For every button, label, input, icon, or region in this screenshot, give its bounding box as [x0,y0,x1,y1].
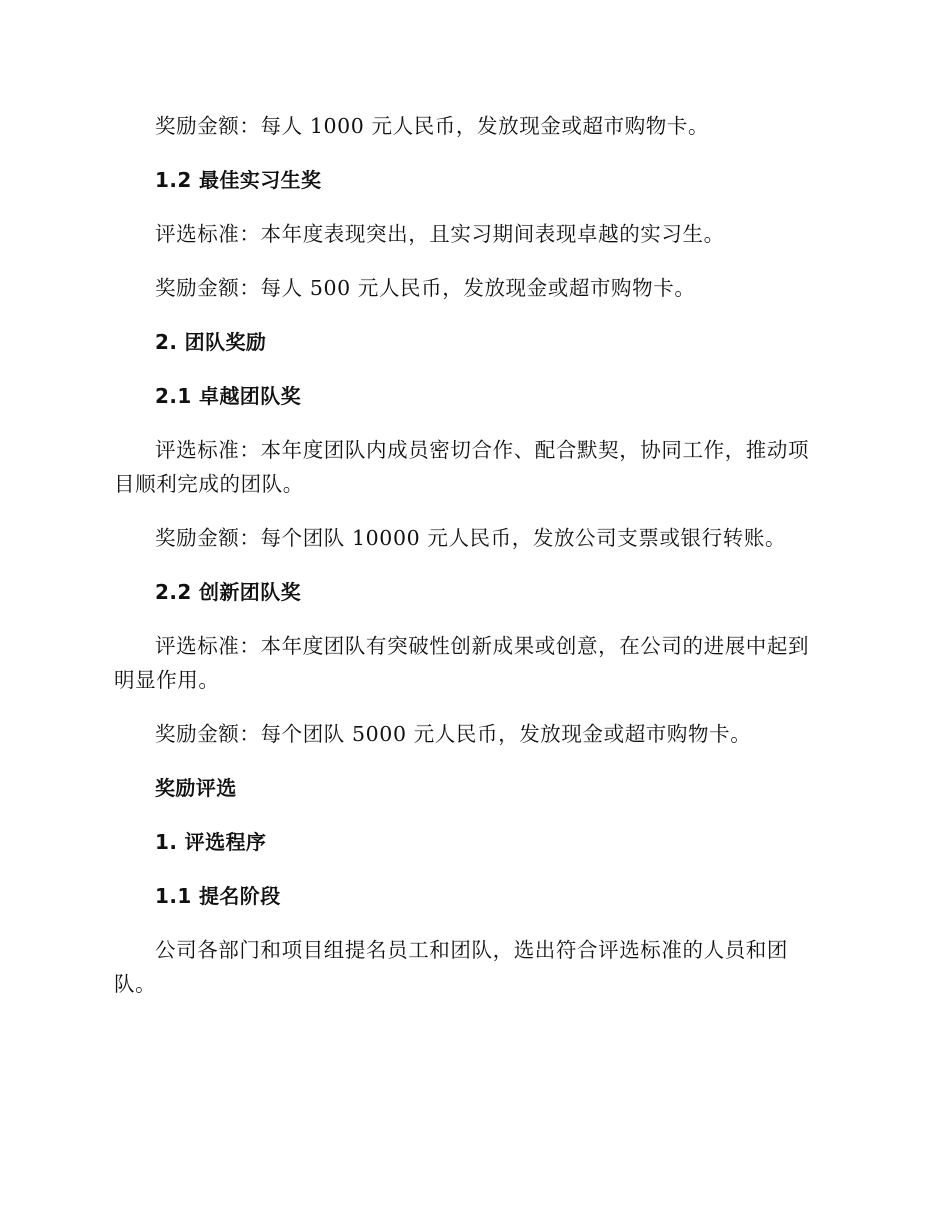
paragraph-individual-award-amount: 奖励金额：每人 1000 元人民币，发放现金或超市购物卡。 [155,114,710,138]
heading-excellent-team-award: 2.1 卓越团队奖 [155,384,301,408]
paragraph-excellent-team-criteria: 评选标准：本年度团队内成员密切合作、配合默契，协同工作，推动项目顺利完成的团队。 [114,438,810,496]
paragraph-innovation-team-criteria: 评选标准：本年度团队有突破性创新成果或创意，在公司的进展中起到明显作用。 [114,634,810,692]
heading-selection-procedure: 1. 评选程序 [155,830,267,854]
heading-best-intern-award: 1.2 最佳实习生奖 [155,168,322,192]
heading-award-selection: 奖励评选 [155,776,237,800]
heading-team-awards: 2. 团队奖励 [155,330,267,354]
paragraph-intern-award-amount: 奖励金额：每人 500 元人民币，发放现金或超市购物卡。 [155,276,696,300]
paragraph-innovation-team-amount: 奖励金额：每个团队 5000 元人民币，发放现金或超市购物卡。 [155,722,752,746]
document-body [114,0,830,1001]
paragraph-nomination-description: 公司各部门和项目组提名员工和团队，选出符合评选标准的人员和团队。 [114,938,788,996]
paragraph-excellent-team-amount: 奖励金额：每个团队 10000 元人民币，发放公司支票或银行转账。 [155,526,787,550]
heading-innovation-team-award: 2.2 创新团队奖 [155,580,301,604]
heading-nomination-stage: 1.1 提名阶段 [155,884,281,908]
paragraph-intern-criteria: 评选标准：本年度表现突出，且实习期间表现卓越的实习生。 [155,222,725,246]
